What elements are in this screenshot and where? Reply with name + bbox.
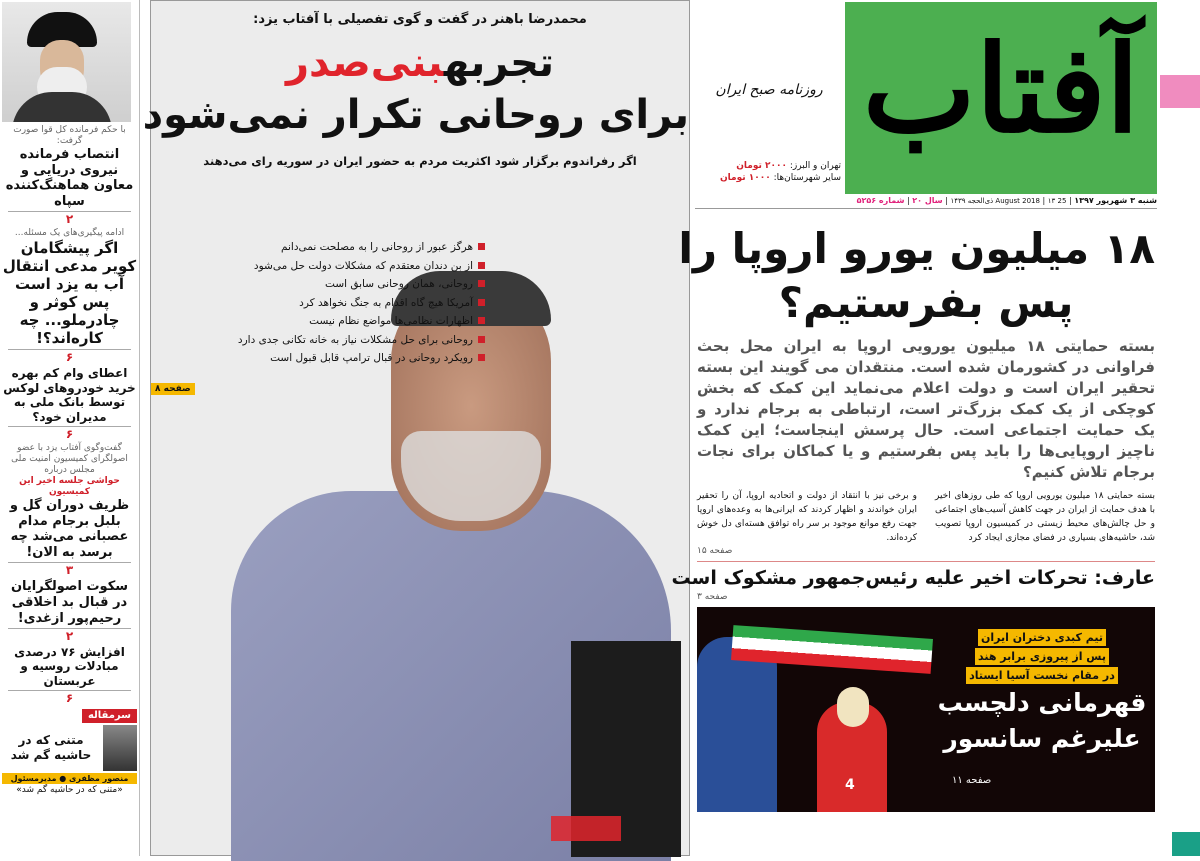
interview-section [142,0,690,856]
story-kicker: ادامه پیگیری‌های یک مسئله... [14,228,125,239]
interview-headline: تجربهبنی‌صدر برای روحانی تکرار نمی‌شود [142,40,689,138]
sports-photo[interactable] [697,607,1155,812]
bullet-item: رویکرد روحانی در قبال ترامپ قابل قبول است [155,349,485,368]
page-ref: ۶ [8,426,131,441]
story-kicker: گفت‌وگوی آفتاب یزد با عضو اصولگرای کمیسیون امنیت ملی مجلس درباره [11,442,128,475]
jersey-number: 4 [845,777,855,793]
interview-kicker: محمدرضا باهنر در گفت و گوی تفصیلی با آفتاب یزد: [253,12,587,27]
editorial-title: متنی که در حاشیه گم شد [10,733,92,763]
bullet-item: از بن دندان معتقدم که مشکلات دولت حل می‌شود [155,257,485,276]
caption-badge [551,816,621,841]
sports-page-ref[interactable]: صفحه ۱۱ [952,775,992,786]
sidebar-story[interactable] [2,645,137,705]
story-title: سکوت اصولگرایان در قبال بد اخلاقی رحیم‌پور ازغدی! [10,579,129,626]
price-box: تهران و البرز: ۲۰۰۰ تومان سایر شهرستان‌ها: ۱۰۰۰ تومان [719,161,841,183]
right-column [671,222,1155,812]
masthead [695,0,1160,210]
story-kicker: با حکم فرمانده کل قوا صورت گرفت: [13,125,126,146]
sidebar-stories [0,125,139,707]
author-photo [103,725,137,771]
main-lead: بسته حمایتی ۱۸ میلیون یورویی اروپا به ایران محل بحث فراوانی در کشورمان شده است. منتقدان می گویند این بسته تحقیر ایران است و دولت اعلام می‌نماید این کمک که بخش کوچکی از یک کمک بزرگ‌تر است، ارتباطی به برجام ندارد و یک حمایت اجتماعی است. حال پرسش اینجاست؛ این کمک ناچیز اروپایی‌ها را باید پس بفرستیم و یا کماکان برای نجات برجام تلاش کنیم؟ [697,337,1155,481]
main-headline[interactable]: ۱۸ میلیون یورو اروپا را پس بفرستیم؟ [678,224,1155,327]
bullet-item: هرگز عبور از روحانی را به مصلحت نمی‌دانم [155,238,485,257]
story-title: اعطای وام کم بهره خرید خودروهای لوکس توسط بانک ملی به مدیران خود؟ [3,366,136,424]
editorial-excerpt: «متنی که در حاشیه گم شد» [16,785,123,796]
aref-headline[interactable]: عارف: تحرکات اخیر علیه رئیس‌جمهور مشکوک است [671,567,1155,589]
bullet-item: اظهارات نظامی‌ها مواضع نظام نیست [155,312,485,331]
main-page-ref[interactable]: صفحه ۱۵ [697,546,733,556]
aref-page-ref[interactable]: صفحه ۳ [697,592,728,602]
teal-tab [1172,832,1200,856]
interview-header [142,11,689,169]
story-kicker-red: حواشی جلسه اخیر این کمیسیون [19,475,120,497]
main-col-right: بسته حمایتی ۱۸ میلیون یورویی اروپا که طی روزهای اخیر با هدف حمایت از ایران در جهت کاهش آسیب‌های اجتماعی و حل چالش‌های محیط زیستی در کمیسیون اروپا تصویب شد، حاشیه‌های بسیاری در فضای مجازی ایجاد کرد [935,491,1155,543]
interview-bullets [155,238,485,368]
headline-red: بنی‌صدر [285,40,444,86]
bullet-item: آمریکا هیچ گاه اقدام به جنگ نخواهد کرد [155,294,485,313]
sidebar-story[interactable] [2,125,137,226]
story-title: ظریف دوران گل و بلبل برجام مدام عصبانی می‌شد چه برسد به الان! [9,497,130,560]
page-ref: ۶ [8,690,131,705]
logo: آفتاب [862,19,1140,160]
author-name: منصور مظفری [69,774,129,784]
sports-headline: قهرمانی دلچسب علیرغم سانسور [937,688,1147,753]
page-ref: ۲ [8,628,131,643]
bullet-item: روحانی، همان روحانی سابق است [155,275,485,294]
pink-tab [1160,75,1200,108]
sidebar-story[interactable] [2,443,137,577]
sidebar-story[interactable] [2,579,137,643]
page-ref: ۲ [8,211,131,226]
tagline: روزنامه صبح ایران [715,82,823,98]
bullet-item: روحانی برای حل مشکلات نیاز به خانه تکانی جدی دارد [155,331,485,350]
author-role: مدیرمسئول [10,774,57,784]
page-ref: ۳ [8,562,131,577]
story-title: افزایش ۷۶ درصدی مبادلات روسیه و عربستان [14,645,125,688]
main-col-left: و برخی نیز با انتقاد از دولت و اتحادیه اروپا، آن را تحقیر ایران خواندند و اظهار کردند که ایرانی‌ها به وعده‌های اروپا جهت رفع موانع موجود بر سر راه توافق هسته‌ای دل خوش کرده‌اند. [697,491,917,543]
story-title: اگر پیشگامان کویر مدعی انتقال آب به یزد است پس کوثر و چادرملو... چه کاره‌اند؟! [2,239,137,348]
leader-portrait [2,2,131,122]
sidebar-story[interactable] [2,366,137,441]
sidebar-story[interactable] [2,228,137,364]
story-title: انتصاب فرمانده نیروی دریایی و معاون هماهنگ‌کننده سپاه [5,147,134,209]
editorial-badge: سرمقاله [82,709,137,723]
interview-subhead: اگر رفراندوم برگزار شود اکثریت مردم به حضور ایران در سوریه رای می‌دهند [203,154,637,168]
sidebar [0,0,140,856]
sports-kicker: تیم کبدی دختران ایران پس از پیروزی برابر هند در مقام نخست آسیا ایستاد [937,627,1147,684]
page-ref: ۶ [8,349,131,364]
interview-page-ref[interactable]: صفحه ۸ [151,383,195,395]
editorial[interactable]: سرمقاله متنی که در حاشیه گم شد منصور مظفری ● مدیرمسئول «متنی که در حاشیه گم شد» [0,709,139,796]
dateline: شنبه ۳ شهریور ۱۳۹۷ | 25 August 2018 | ۱۳ ذی‌الحجه ۱۴۳۹ | سال ۲۰ | شماره ۵۲۵۶ [856,196,1157,205]
